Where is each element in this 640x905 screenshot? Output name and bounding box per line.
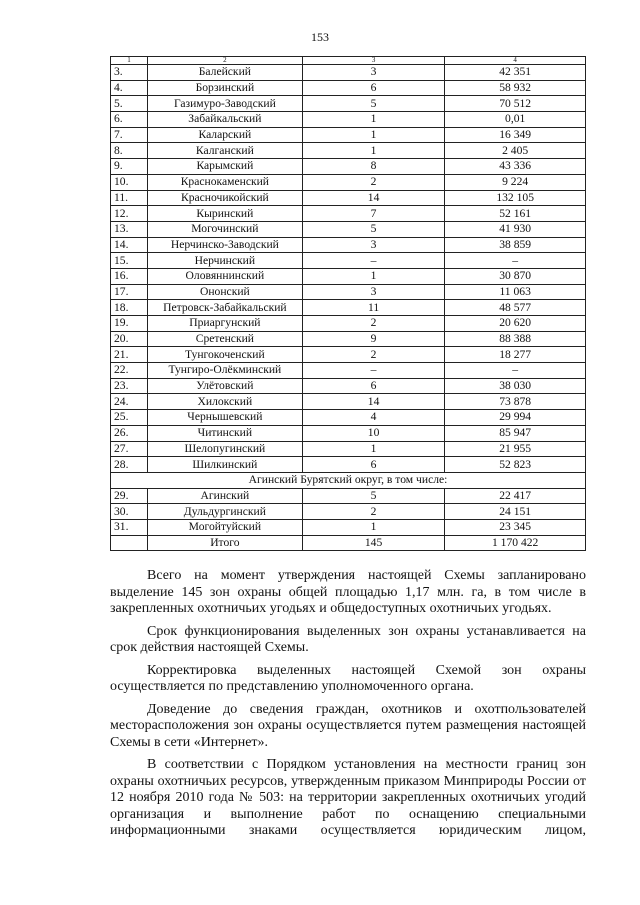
zone-count: 1: [302, 519, 445, 535]
zone-area: –: [445, 253, 586, 269]
zone-area: 30 870: [445, 268, 586, 284]
district-name: Чернышевский: [147, 410, 302, 426]
table-row: [111, 237, 586, 253]
zone-count: 2: [302, 174, 445, 190]
body-text: [110, 568, 586, 846]
district-name: Кыринский: [147, 206, 302, 222]
zone-area: 20 620: [445, 316, 586, 332]
zone-area: 43 336: [445, 159, 586, 175]
table-row: [111, 331, 586, 347]
zone-area: 52 161: [445, 206, 586, 222]
row-number: 7.: [111, 127, 148, 143]
zone-area: 21 955: [445, 441, 586, 457]
table-row: [111, 394, 586, 410]
zone-area: 41 930: [445, 221, 586, 237]
zone-count: –: [302, 363, 445, 379]
zone-area: 42 351: [445, 65, 586, 81]
paragraph-publication: Доведение до сведения граждан, охотников и охотпользователей месторасположения зон охраны осуществляется путем размещения настоящей Схемы в сети «Интернет».: [110, 701, 586, 750]
row-number: 11.: [111, 190, 148, 206]
district-name: Нерчинский: [147, 253, 302, 269]
table-row: [111, 519, 586, 535]
zone-count: 6: [302, 457, 445, 473]
zone-count: 1: [302, 127, 445, 143]
section-row: [111, 472, 586, 488]
table-row: [111, 65, 586, 81]
zone-area: 52 823: [445, 457, 586, 473]
zone-count: 14: [302, 190, 445, 206]
district-name: Ононский: [147, 284, 302, 300]
table-row: [111, 410, 586, 426]
column-number-4: 4: [445, 57, 586, 65]
zone-area: 85 947: [445, 425, 586, 441]
zone-count: 2: [302, 316, 445, 332]
district-name: Калганский: [147, 143, 302, 159]
zone-count: 10: [302, 425, 445, 441]
column-number-1: 1: [111, 57, 148, 65]
row-number: 20.: [111, 331, 148, 347]
zone-area: 24 151: [445, 504, 586, 520]
zone-area: 58 932: [445, 80, 586, 96]
district-name: Улётовский: [147, 378, 302, 394]
zone-count: 9: [302, 331, 445, 347]
zone-count: 8: [302, 159, 445, 175]
row-number: 22.: [111, 363, 148, 379]
district-name: Читинский: [147, 425, 302, 441]
district-name: Краснокаменский: [147, 174, 302, 190]
zone-count: 4: [302, 410, 445, 426]
table-row: [111, 159, 586, 175]
zone-area: 2 405: [445, 143, 586, 159]
zone-count: 2: [302, 504, 445, 520]
table-row: [111, 112, 586, 128]
district-name: Итого: [147, 535, 302, 551]
zone-count: 1: [302, 143, 445, 159]
table-row: [111, 363, 586, 379]
zone-count: 3: [302, 284, 445, 300]
table-row: [111, 300, 586, 316]
district-name: Агинский: [147, 488, 302, 504]
paragraph-summary: Всего на момент утверждения настоящей Схемы запланировано выделение 145 зон охраны общей площадью 1,17 млн. га, в том числе в закрепленных охотничьих угодьях и общедоступных охотничьих угодьях.: [110, 568, 586, 616]
row-number: 4.: [111, 80, 148, 96]
zone-area: 70 512: [445, 96, 586, 112]
section-title: Агинский Бурятский округ, в том числе:: [111, 472, 586, 488]
column-number-2: 2: [147, 57, 302, 65]
table-row: [111, 425, 586, 441]
zone-area: 1 170 422: [445, 535, 586, 551]
district-name: Тунгокоченский: [147, 347, 302, 363]
district-name: Приаргунский: [147, 316, 302, 332]
district-name: Балейский: [147, 65, 302, 81]
district-name: Тунгиро-Олёкминский: [147, 363, 302, 379]
row-number: 19.: [111, 316, 148, 332]
row-number: 16.: [111, 268, 148, 284]
row-number: [111, 535, 148, 551]
district-name: Сретенский: [147, 331, 302, 347]
zone-count: 3: [302, 237, 445, 253]
table-row: [111, 127, 586, 143]
zone-area: 73 878: [445, 394, 586, 410]
zone-count: 1: [302, 268, 445, 284]
table-header-row: [111, 57, 586, 65]
zone-area: 22 417: [445, 488, 586, 504]
row-number: 25.: [111, 410, 148, 426]
zone-area: 38 859: [445, 237, 586, 253]
table-row: [111, 253, 586, 269]
table-row: [111, 190, 586, 206]
table-row: [111, 488, 586, 504]
district-name: Дульдургинский: [147, 504, 302, 520]
zone-count: 11: [302, 300, 445, 316]
page-number: 153: [311, 30, 329, 44]
district-name: Забайкальский: [147, 112, 302, 128]
row-number: 9.: [111, 159, 148, 175]
zone-area: 0,01: [445, 112, 586, 128]
table-row: [111, 174, 586, 190]
district-name: Газимуро-Заводский: [147, 96, 302, 112]
row-number: 24.: [111, 394, 148, 410]
district-name: Оловяннинский: [147, 268, 302, 284]
row-number: 30.: [111, 504, 148, 520]
table-row: [111, 221, 586, 237]
zone-area: –: [445, 363, 586, 379]
table-row: [111, 378, 586, 394]
zone-count: 14: [302, 394, 445, 410]
table-row: [111, 143, 586, 159]
row-number: 12.: [111, 206, 148, 222]
table-row: [111, 504, 586, 520]
row-number: 14.: [111, 237, 148, 253]
district-name: Могочинский: [147, 221, 302, 237]
zone-area: 132 105: [445, 190, 586, 206]
paragraph-procedure: В соответствии с Порядком установления на местности границ зон охраны охотничьих ресурсов, утвержденным приказом Минприроды России от 12 ноября 2010 года № 503: на территории закрепленных охотничьих угодий организация и выполнение работ по оснащению специальными информационными знаками осуществляется юридическим лицом,: [110, 757, 586, 838]
zone-count: 5: [302, 96, 445, 112]
district-name: Шилкинский: [147, 457, 302, 473]
row-number: 23.: [111, 378, 148, 394]
zone-area: 29 994: [445, 410, 586, 426]
row-number: 31.: [111, 519, 148, 535]
row-number: 3.: [111, 65, 148, 81]
hunting-zones-table: [110, 56, 586, 551]
row-number: 18.: [111, 300, 148, 316]
zone-count: 6: [302, 378, 445, 394]
table-row: [111, 284, 586, 300]
row-number: 26.: [111, 425, 148, 441]
district-name: Каларский: [147, 127, 302, 143]
zone-count: 145: [302, 535, 445, 551]
zone-count: 1: [302, 441, 445, 457]
zone-area: 48 577: [445, 300, 586, 316]
district-name: Хилокский: [147, 394, 302, 410]
zone-area: 9 224: [445, 174, 586, 190]
zone-count: 2: [302, 347, 445, 363]
zone-count: 3: [302, 65, 445, 81]
table-row: [111, 268, 586, 284]
district-name: Нерчинско-Заводский: [147, 237, 302, 253]
zone-count: 5: [302, 488, 445, 504]
table-row: [111, 206, 586, 222]
zone-area: 18 277: [445, 347, 586, 363]
row-number: 8.: [111, 143, 148, 159]
row-number: 28.: [111, 457, 148, 473]
district-name: Шелопугинский: [147, 441, 302, 457]
column-number-3: 3: [302, 57, 445, 65]
table-row: [111, 80, 586, 96]
row-number: 21.: [111, 347, 148, 363]
total-row: [111, 535, 586, 551]
paragraph-validity-period: Срок функционирования выделенных зон охраны устанавливается на срок действия настоящей Схемы.: [110, 623, 586, 655]
row-number: 5.: [111, 96, 148, 112]
table-row: [111, 441, 586, 457]
district-name: Карымский: [147, 159, 302, 175]
table-row: [111, 347, 586, 363]
row-number: 27.: [111, 441, 148, 457]
table-row: [111, 457, 586, 473]
zone-count: –: [302, 253, 445, 269]
table-row: [111, 316, 586, 332]
zone-count: 1: [302, 112, 445, 128]
row-number: 13.: [111, 221, 148, 237]
row-number: 15.: [111, 253, 148, 269]
zone-area: 16 349: [445, 127, 586, 143]
row-number: 17.: [111, 284, 148, 300]
table-body: [111, 57, 586, 551]
row-number: 10.: [111, 174, 148, 190]
district-name: Борзинский: [147, 80, 302, 96]
district-name: Красночикойский: [147, 190, 302, 206]
zone-area: 88 388: [445, 331, 586, 347]
district-name: Могойтуйский: [147, 519, 302, 535]
district-name: Петровск-Забайкальский: [147, 300, 302, 316]
zone-count: 7: [302, 206, 445, 222]
zone-area: 38 030: [445, 378, 586, 394]
zone-area: 23 345: [445, 519, 586, 535]
zone-count: 5: [302, 221, 445, 237]
row-number: 29.: [111, 488, 148, 504]
row-number: 6.: [111, 112, 148, 128]
table-row: [111, 96, 586, 112]
zone-area: 11 063: [445, 284, 586, 300]
zone-count: 6: [302, 80, 445, 96]
paragraph-correction: Корректировка выделенных настоящей Схемой зон охраны осуществляется по представлению уполномоченного органа.: [110, 662, 586, 694]
